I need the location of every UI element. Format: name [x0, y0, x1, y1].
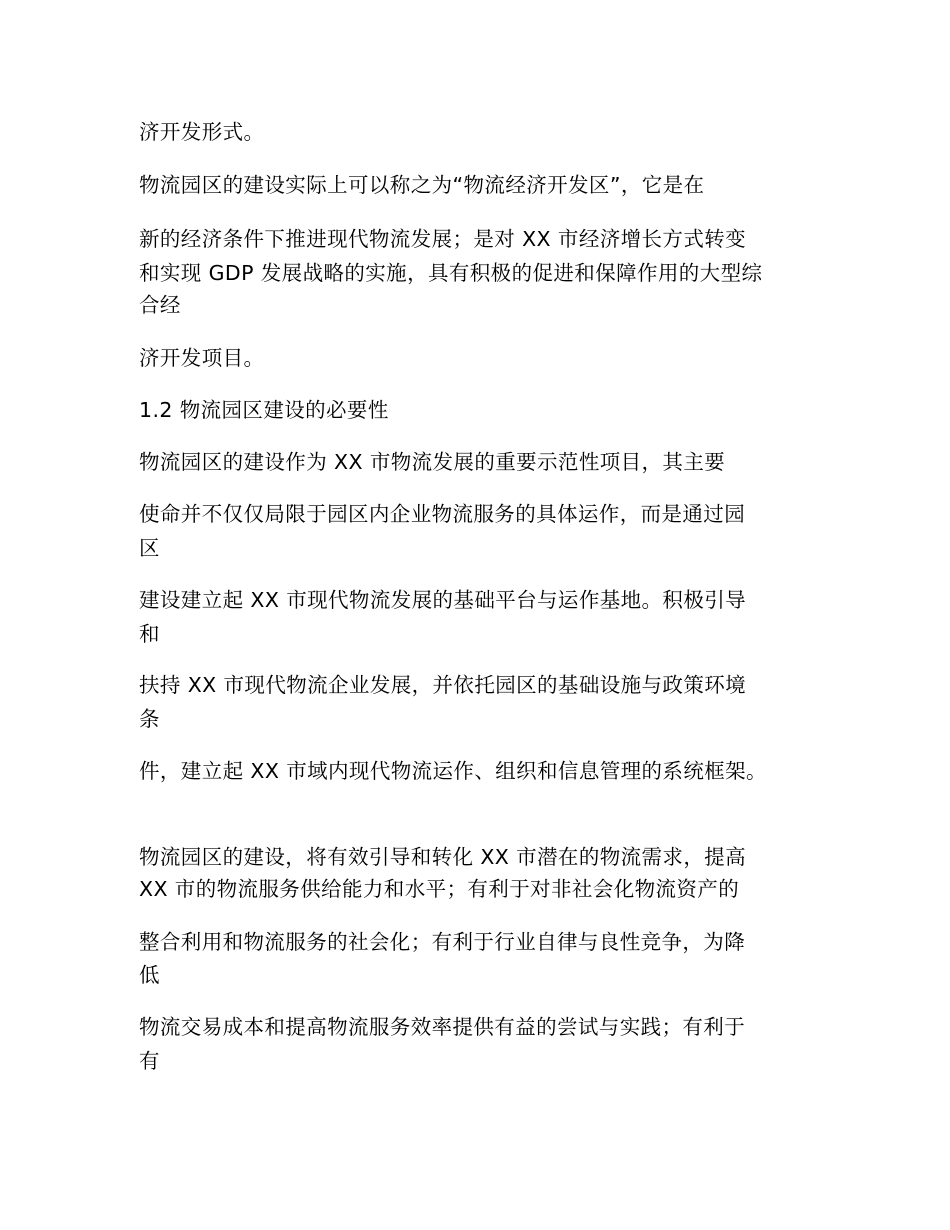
text-line: 扶持 XX 市现代物流企业发展，并依托园区的基础设施与政策环境: [139, 673, 747, 697]
text-line: 建设建立起 XX 市现代物流发展的基础平台与运作基地。积极引导: [139, 588, 747, 612]
text-line: 物流园区的建设实际上可以称之为“物流经济开发区”，它是在: [139, 173, 705, 197]
text-line: 济开发项目。: [139, 346, 265, 370]
text-line: 使命并不仅仅局限于园区内企业物流服务的具体运作，而是通过园: [139, 502, 746, 526]
text-line: 济开发形式。: [139, 120, 265, 144]
text-line: 件，建立起 XX 市域内现代物流运作、组织和信息管理的系统框架。: [139, 759, 767, 783]
text-line: 合经: [139, 293, 181, 317]
text-line: XX 市的物流服务供给能力和水平；有利于对非社会化物流资产的: [139, 877, 740, 901]
text-line: 区: [139, 536, 160, 560]
text-line: 物流园区的建设，将有效引导和转化 XX 市潜在的物流需求，提高: [139, 845, 747, 869]
text-line: 物流园区的建设作为 XX 市物流发展的重要示范性项目，其主要: [139, 450, 726, 474]
text-line: 和: [139, 622, 160, 646]
text-line: 有: [139, 1049, 160, 1073]
text-line: 新的经济条件下推进现代物流发展；是对 XX 市经济增长方式转变: [139, 227, 747, 251]
text-line: 整合利用和物流服务的社会化；有利于行业自律与良性竞争，为降: [139, 930, 746, 954]
text-line: 物流交易成本和提高物流服务效率提供有益的尝试与实践；有利于: [139, 1015, 746, 1039]
section-heading: 1.2 物流园区建设的必要性: [139, 398, 389, 422]
text-line: 条: [139, 707, 160, 731]
text-line: 低: [139, 963, 160, 987]
text-line: 和实现 GDP 发展战略的实施，具有积极的促进和保障作用的大型综: [139, 261, 763, 285]
